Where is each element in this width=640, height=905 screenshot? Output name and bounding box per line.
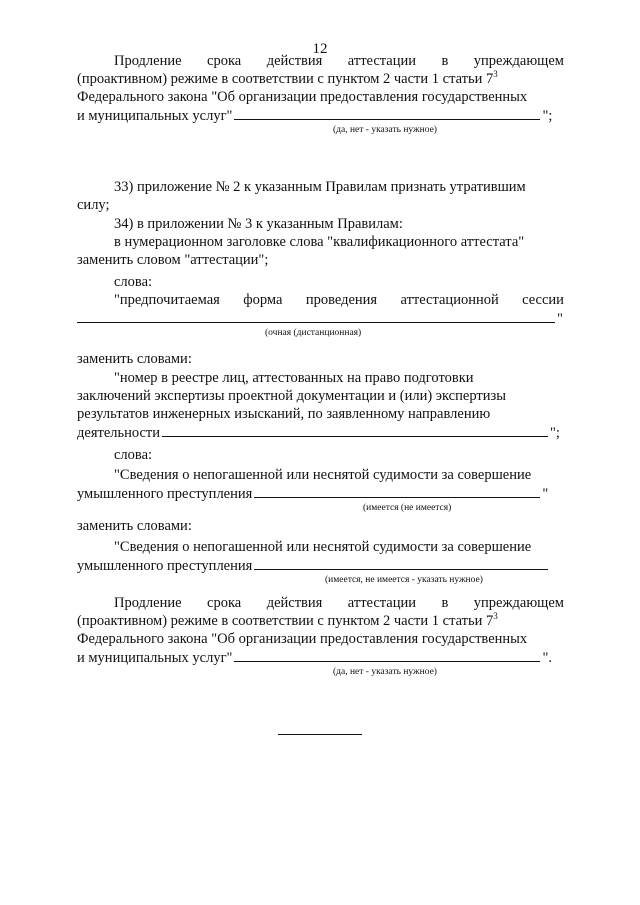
justified-line (77, 291, 564, 309)
word: срока (207, 595, 242, 611)
line-prefix: умышленного преступления (77, 486, 253, 502)
word: аттестации (347, 595, 416, 611)
word: упреждающем (473, 595, 564, 611)
fill-blank (234, 648, 540, 662)
word: в (441, 53, 449, 69)
text-line (77, 612, 564, 630)
hint-caption: (имеется, не имеется - указать нужное) (325, 575, 483, 585)
words-block-1 (77, 273, 564, 339)
label-replace: заменить словами: (77, 518, 192, 534)
fill-blank (77, 309, 555, 323)
text-line: "Сведения о непогашенной или неснятой судимости за совершение (114, 467, 532, 483)
page-number: 12 (312, 41, 328, 57)
text-line-content: (проактивном) режиме в соответствии с пунктом 2 части 1 статьи 7 (77, 71, 494, 87)
text-line: 34) в приложении № 3 к указанным Правилам: (114, 216, 403, 232)
label-replace: заменить словами: (77, 351, 192, 367)
word: упреждающем (473, 53, 564, 69)
hint-caption: (да, нет - указать нужное) (333, 125, 437, 135)
words-block-2 (77, 446, 564, 514)
fill-line (77, 423, 564, 441)
word: Продление (114, 595, 182, 611)
line-suffix: " (557, 311, 563, 327)
word: аттестации (347, 53, 416, 69)
line-prefix: и муниципальных услуг" (77, 650, 233, 666)
item-34 (77, 215, 564, 269)
fill-line (77, 484, 564, 502)
text-line: силу; (77, 197, 110, 213)
word: в (441, 595, 449, 611)
label-words: слова: (114, 274, 153, 290)
word: Продление (114, 53, 182, 69)
fill-blank (162, 423, 548, 437)
word: аттестационной (400, 292, 499, 308)
line-suffix: "; (542, 108, 553, 124)
text-line: заключений экспертизы проектной документации и (или) экспертизы (77, 388, 506, 404)
text-line: Федерального закона "Об организации предоставления государственных (77, 631, 528, 647)
fill-line (77, 648, 564, 666)
end-rule (278, 734, 362, 735)
hint-caption: (да, нет - указать нужное) (333, 667, 437, 677)
word: сессии (522, 292, 564, 308)
item-33 (77, 178, 564, 214)
line-suffix: ". (542, 650, 552, 666)
text-line: "Сведения о непогашенной или неснятой судимости за совершение (114, 539, 532, 555)
fill-blank (254, 484, 540, 498)
replace-block-2 (77, 517, 564, 586)
fill-blank (254, 556, 548, 570)
label-words: слова: (114, 447, 153, 463)
proactive-extension-block-2 (77, 594, 564, 678)
text-line: Федерального закона "Об организации предоставления государственных (77, 89, 528, 105)
superscript: 3 (493, 611, 498, 622)
fill-line (77, 309, 564, 327)
text-line: результатов инженерных изысканий, по заявленному направлению (77, 406, 491, 422)
word: форма (243, 292, 283, 308)
line-suffix: "; (550, 425, 560, 441)
justified-line (77, 52, 564, 70)
word: "предпочитаемая (114, 292, 220, 308)
word: срока (207, 53, 242, 69)
line-suffix: " (542, 486, 549, 502)
word: действия (266, 595, 323, 611)
line-prefix: и муниципальных услуг" (77, 108, 233, 124)
text-line (77, 70, 564, 88)
line-prefix: деятельности (77, 425, 161, 441)
text-line-content: (проактивном) режиме в соответствии с пунктом 2 части 1 статьи 7 (77, 613, 494, 629)
text-line: в нумерационном заголовке слова "квалификационного аттестата" (114, 234, 525, 250)
justified-line (77, 594, 564, 612)
text-line: 33) приложение № 2 к указанным Правилам признать утратившим (114, 179, 526, 195)
word: действия (266, 53, 323, 69)
text-line: заменить словом "аттестации"; (77, 252, 269, 268)
superscript: 3 (493, 69, 498, 80)
fill-line (77, 556, 564, 574)
fill-blank (234, 106, 540, 120)
replace-block-1 (77, 350, 564, 441)
line-prefix: умышленного преступления (77, 558, 253, 574)
hint-caption: (очная (дистанционная) (265, 328, 362, 338)
hint-caption: (имеется (не имеется) (363, 503, 452, 513)
word: проведения (305, 292, 378, 308)
fill-line (77, 106, 564, 124)
proactive-extension-block-1 (77, 52, 564, 136)
text-line: "номер в реестре лиц, аттестованных на право подготовки (114, 370, 474, 386)
